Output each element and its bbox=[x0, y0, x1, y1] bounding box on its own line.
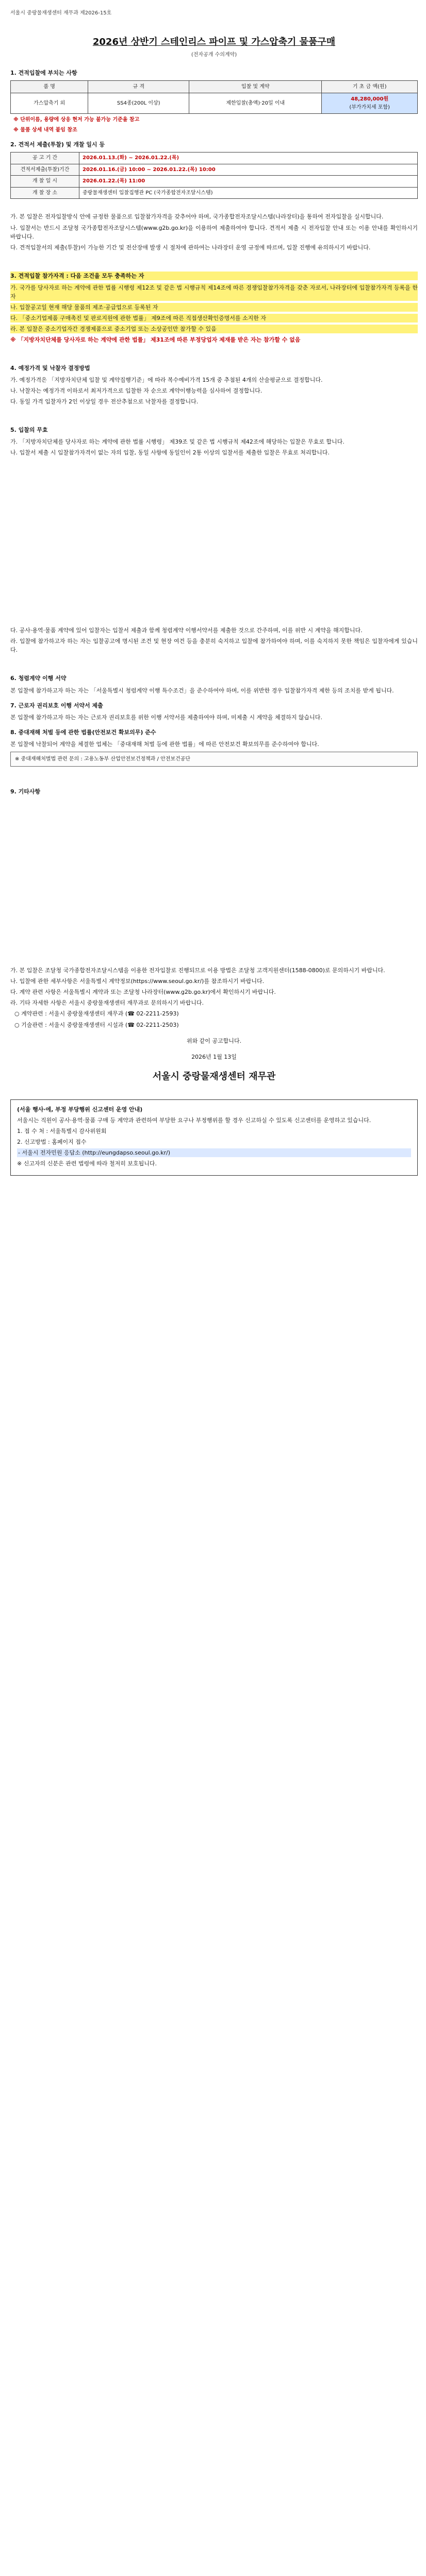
section5-heading: 4. 예정가격 및 낙찰자 결정방법 bbox=[10, 365, 90, 371]
col-amount: 기 초 금 액(원) bbox=[322, 80, 418, 93]
section1-heading: 1. 견적입찰에 부치는 사항 bbox=[10, 69, 77, 76]
section4-item: 다. 「중소기업제품 구매촉진 및 판로지원에 관한 법률」 제9조에 따른 직접생산확인증명서를 소지한 자 bbox=[10, 314, 418, 323]
section4-heading: 3. 견적입찰 참가자격 : 다음 조건을 모두 충족하는 자 bbox=[10, 272, 418, 280]
sched-key: 개 찰 일 시 bbox=[11, 176, 79, 188]
section7-para: 라. 입찰에 참가하고자 하는 자는 입찰공고에 명시된 조건 및 현장 여건 등을 충분히 숙지하고 입찰에 참가하여야 하며, 이를 숙지하지 못한 책임은 입찰자에게 있습니다. bbox=[10, 638, 418, 654]
item-method: 제한입찰(총액)·20일 이내 bbox=[189, 93, 322, 114]
section10-box: ※ 중대재해처벌법 관련 문의 : 고용노동부 산업안전보건정책과 / 안전보건공단 bbox=[10, 752, 418, 767]
section5-para: 나. 낙찰자는 예정가격 이하로서 최저가격으로 입찰한 자 순으로 계약이행능력을 심사하여 결정합니다. bbox=[10, 387, 263, 395]
section1-note-1: ※ 단위이름, 용량에 상응 현저 가능 불가능 기준을 참고 bbox=[13, 117, 140, 123]
section12-para: 가. 본 입찰은 조달청 국가종합전자조달시스템을 이용한 전자입찰로 진행되므로 이용 방법은 조달청 고객지원센터(1588-0800)로 문의하시기 바랍니다. bbox=[10, 967, 385, 974]
item-amount: 48,280,000원 bbox=[351, 96, 389, 103]
section12-para: 다. 계약 관련 사항은 서울특별시 계약과 또는 조달청 나라장터(www.g2b.go.kr)에서 확인하시기 바랍니다. bbox=[10, 989, 276, 996]
col-spec: 규 격 bbox=[88, 80, 189, 93]
report-center-item: 2. 신고방법 : 홈페이지 접수 bbox=[17, 1138, 87, 1145]
notice-date: 2026년 1월 13일 bbox=[191, 1053, 237, 1060]
sched-val: 중랑물재생센터 입찰집행관 PC (국가종합전자조달시스템) bbox=[79, 187, 418, 199]
sched-val: 2026.01.22.(목) 11:00 bbox=[79, 176, 418, 188]
section9-heading: 7. 근로자 권리보호 이행 서약서 제출 bbox=[10, 702, 103, 709]
report-center-item: 1. 접 수 처 : 서울특별시 감사위원회 bbox=[17, 1127, 107, 1134]
document-page bbox=[10, 9, 418, 1176]
section8-heading: 6. 청렴계약 이행 서약 bbox=[10, 675, 67, 682]
section4-item: 라. 본 입찰은 중소기업자간 경쟁제품으로 중소기업 또는 소상공인만 참가할 수 있음 bbox=[10, 325, 418, 333]
report-center-link[interactable]: - 서울시 전자민원 응답소 (http://eungdapso.seoul.go.kr/) bbox=[17, 1148, 411, 1157]
section7-para: 다. 공사·용역·물품 계약에 있어 입찰자는 입찰서 제출과 함께 청렴계약 이행서약서를 제출한 것으로 간주하며, 이를 위반 시 계약을 해지합니다. bbox=[10, 627, 363, 634]
report-center-box bbox=[10, 1099, 418, 1176]
col-name: 품 명 bbox=[11, 80, 88, 93]
report-center-title: (서울 행사·에, 부정 부당행위 신고센터 운영 안내) bbox=[17, 1106, 143, 1113]
sched-key: 견적서제출(투찰)기간 bbox=[11, 164, 79, 176]
contact-line: ○ 계약관련 : 서울시 중랑물재생센터 재무과 (☎ 02-2211-2593) bbox=[14, 1010, 179, 1018]
section4-highlight: ※ 「지방자치단체를 당사자로 하는 계약에 관한 법률」 제31조에 따른 부정당업자 제재를 받은 자는 참가할 수 없음 bbox=[10, 336, 301, 343]
section11-heading: 9. 기타사항 bbox=[10, 788, 41, 795]
section1-note-2: ※ 물품 상세 내역 붙임 참조 bbox=[13, 127, 77, 133]
sched-val: 2026.01.16.(금) 10:00 ~ 2026.01.22.(목) 10:00 bbox=[79, 164, 418, 176]
section6-para: 가. 「지방자치단체를 당사자로 하는 계약에 관한 법률 시행령」 제39조 및 같은 법 시행규칙 제42조에 해당하는 입찰은 무효로 합니다. bbox=[10, 438, 345, 446]
contact-line: ○ 기술관련 : 서울시 중랑물재생센터 시설과 (☎ 02-2211-2503) bbox=[14, 1021, 179, 1028]
sched-val: 2026.01.13.(화) ~ 2026.01.22.(목) bbox=[79, 152, 418, 164]
section6-para: 나. 입찰서 제출 시 입찰참가자격이 없는 자의 입찰, 동일 사항에 동일인이 2통 이상의 입찰서를 제출한 입찰은 무효로 처리합니다. bbox=[10, 449, 330, 456]
section3-para: 다. 견적입찰서의 제출(투찰)이 가능한 기간 및 전산장애 발생 시 절차에 관하여는 나라장터 운영 규정에 따르며, 입찰 진행에 유의하시기 바랍니다. bbox=[10, 244, 371, 251]
section4-item: 가. 국가를 당사자로 하는 계약에 관한 법률 시행령 제12조 및 같은 법 시행규칙 제14조에 따른 경쟁입찰참가자격을 갖춘 자로서, 나라장터에 입찰참가자격 등록을 한 자 bbox=[10, 283, 418, 301]
section8-text: 본 입찰에 참가하고자 하는 자는 「서울특별시 청렴계약 이행 특수조건」을 준수하여야 하며, 이를 위반한 경우 입찰참가자격 제한 등의 조치를 받게 됩니다. bbox=[10, 687, 394, 694]
item-amount-note: (부가가치세 포함) bbox=[349, 104, 390, 110]
section10-text: 본 입찰에 낙찰되어 계약을 체결한 업체는 「중대재해 처벌 등에 관한 법률」에 따른 안전보건 확보의무를 준수하여야 합니다. bbox=[10, 740, 319, 748]
section9-text: 본 입찰에 참가하고자 하는 자는 근로자 권리보호를 위한 이행 서약서를 제출하여야 하며, 미제출 시 계약을 체결하지 않습니다. bbox=[10, 714, 322, 721]
section4-item: 나. 입찰공고일 현재 해당 물품의 제조·공급업으로 등록된 자 bbox=[10, 303, 418, 312]
section10-heading: 8. 중대재해 처벌 등에 관한 법률(안전보건 확보의무) 준수 bbox=[10, 728, 156, 736]
document-title: 2026년 상반기 스테인리스 파이프 및 가스압축기 물품구매 bbox=[92, 36, 336, 47]
col-method: 입찰 및 계약 bbox=[189, 80, 322, 93]
section5-para: 다. 동일 가격 입찰자가 2인 이상일 경우 전산추첨으로 낙찰자를 결정합니다. bbox=[10, 398, 199, 405]
section5-para: 가. 예정가격은 「지방자치단체 입찰 및 계약집행기준」에 따라 복수예비가격 15개 중 추첨된 4개의 산술평균으로 결정합니다. bbox=[10, 377, 323, 384]
closing-text: 위와 같이 공고합니다. bbox=[186, 1037, 242, 1044]
sched-key: 공 고 기 간 bbox=[11, 152, 79, 164]
section12-para: 라. 기타 자세한 사항은 서울시 중랑물재생센터 재무과로 문의하시기 바랍니다. bbox=[10, 999, 204, 1007]
section3-para: 나. 입찰서는 반드시 조달청 국가종합전자조달시스템(www.g2b.go.kr)을 이용하여 제출하여야 합니다. 견적서 제출 시 전자입찰 안내 또는 이용 안내를 확인하시기 바랍니다. bbox=[10, 224, 418, 240]
bid-summary-table bbox=[10, 80, 418, 114]
org-header: 서울시 중랑물재생센터 재무과 제2026-15호 bbox=[10, 10, 112, 16]
schedule-table bbox=[10, 152, 418, 199]
item-amount-cell bbox=[322, 93, 418, 114]
sched-key: 개 찰 장 소 bbox=[11, 187, 79, 199]
section6-heading: 5. 입찰의 무효 bbox=[10, 427, 48, 434]
signature: 서울시 중랑물재생센터 재무관 bbox=[152, 1071, 276, 1082]
report-center-text: 서울시는 직원이 공사·용역·물품 구매 등 계약과 관련하여 부당한 요구나 부정행위를 할 경우 신고하실 수 있도록 신고센터를 운영하고 있습니다. bbox=[17, 1116, 371, 1124]
item-spec: SS4종(200L 이상) bbox=[88, 93, 189, 114]
section12-para: 나. 입찰에 관한 세부사항은 서울특별시 계약정보(https://www.seoul.go.kr/)를 참조하시기 바랍니다. bbox=[10, 978, 265, 985]
item-name: 가스압축기 외 bbox=[11, 93, 88, 114]
section2-heading: 2. 견적서 제출(투찰) 및 개찰 일시 등 bbox=[10, 141, 105, 148]
report-center-item: ※ 신고자의 신분은 관련 법령에 따라 철저히 보호됩니다. bbox=[17, 1160, 157, 1167]
document-subtitle: (전자공개 수의계약) bbox=[191, 52, 237, 58]
section3-para: 가. 본 입찰은 전자입찰방식 안에 규정한 물품으로 입찰참가자격을 갖추어야 하며, 국가종합전자조달시스템(나라장터)을 통하여 전자입찰을 실시합니다. bbox=[10, 213, 384, 221]
